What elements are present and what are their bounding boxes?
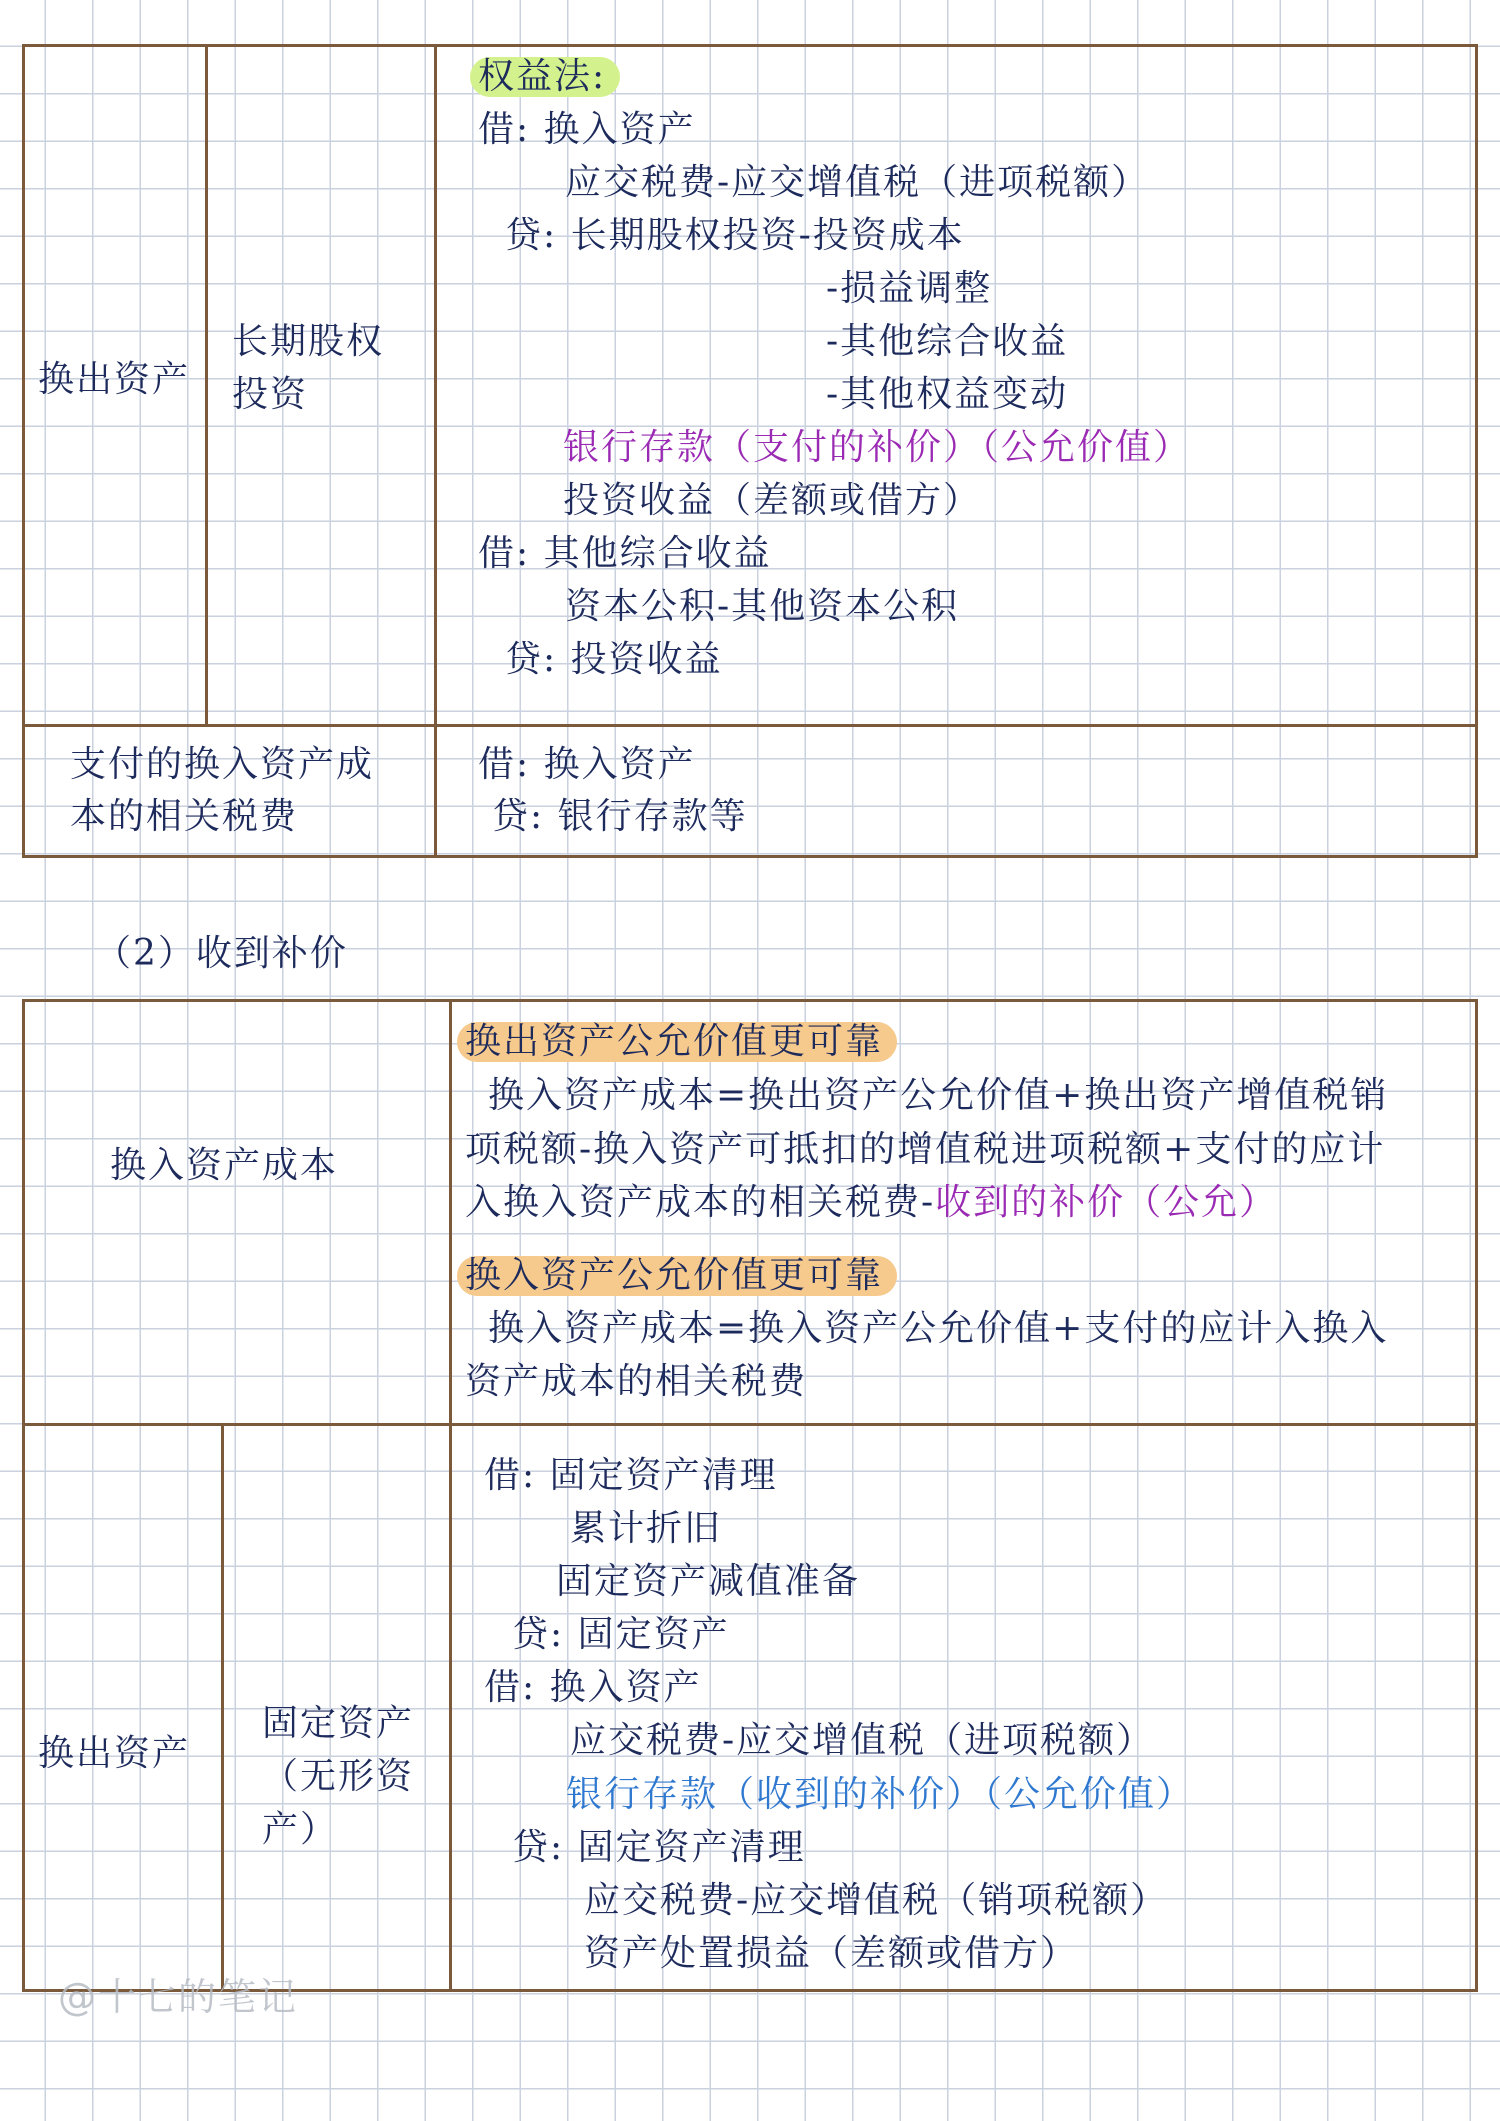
journal-line: 贷: 固定资产 [512, 1614, 730, 1655]
table1-top-border [22, 44, 1478, 47]
journal-line: 应交税费-应交增值税（进项税额） [565, 162, 1150, 203]
table1-lt-equity-label-2: 投资 [232, 374, 309, 415]
table2-left-border [22, 999, 25, 1992]
table2-fixed-asset-label-3: 产） [262, 1809, 339, 1850]
journal-line: 累计折旧 [570, 1508, 723, 1549]
table1-col-divider-2 [434, 44, 437, 858]
table1-right-border [1475, 44, 1478, 858]
table1-related-tax-label-1: 支付的换入资产成 [70, 744, 375, 785]
table2-exchange-in-cost-label: 换入资产成本 [110, 1145, 339, 1186]
formula-received-premium: 收到的补价（公允） [935, 1182, 1278, 1223]
journal-line: 固定资产减值准备 [556, 1561, 861, 1602]
formula-line: 换入资产成本=换入资产公允价值+支付的应计入换入 [488, 1308, 1389, 1349]
table1-bottom-border [22, 855, 1478, 858]
journal-line: 贷: 固定资产清理 [512, 1827, 806, 1868]
journal-line: 借: 换入资产 [478, 744, 696, 785]
journal-line: 应交税费-应交增值税（销项税额） [584, 1880, 1169, 1921]
journal-line: -其他综合收益 [826, 321, 1069, 362]
journal-line: 借: 换入资产 [484, 1667, 702, 1708]
table1-lt-equity-label-1: 长期股权 [232, 321, 385, 362]
journal-line-bank-deposit: 银行存款（收到的补价）（公允价值） [566, 1774, 1195, 1815]
table1-col-divider-1 [205, 44, 208, 727]
formula-line: 换入资产成本=换出资产公允价值+换出资产增值税销 [488, 1075, 1389, 1116]
table1-left-border [22, 44, 25, 858]
journal-line: 贷: 投资收益 [505, 639, 723, 680]
table2-fixed-asset-label-1: 固定资产 [262, 1703, 415, 1744]
case1-title: 换出资产公允价值更可靠 [457, 1022, 897, 1062]
journal-line: -其他权益变动 [826, 374, 1069, 415]
journal-line: 资产处置损益（差额或借方） [584, 1933, 1079, 1974]
journal-line: 贷: 银行存款等 [492, 796, 748, 837]
table2-mid-border [22, 1423, 1478, 1426]
journal-line: 应交税费-应交增值税（进项税额） [570, 1720, 1155, 1761]
table2-col-divider-main [449, 999, 452, 1992]
journal-line: 借: 换入资产 [478, 109, 696, 150]
formula-line: 资产成本的相关税费 [465, 1361, 808, 1402]
journal-line-bank-deposit: 银行存款（支付的补价）（公允价值） [563, 427, 1192, 468]
table2-col-divider-sub [221, 1423, 224, 1992]
journal-line: 借: 固定资产清理 [484, 1455, 778, 1496]
case2-title: 换入资产公允价值更可靠 [457, 1256, 897, 1296]
formula-line: 项税额-换入资产可抵扣的增值税进项税额+支付的应计 [465, 1129, 1386, 1170]
table2-fixed-asset-label-2: （无形资 [262, 1756, 415, 1797]
table2-exchange-out-label: 换出资产 [38, 1733, 191, 1774]
journal-line: 投资收益（差额或借方） [563, 480, 982, 521]
journal-line: -损益调整 [826, 268, 993, 309]
table1-related-tax-label-2: 本的相关税费 [70, 796, 299, 837]
watermark: @十七的笔记 [58, 1975, 299, 2019]
journal-line: 贷: 长期股权投资-投资成本 [505, 215, 965, 256]
section-heading: （2）收到补价 [95, 933, 348, 974]
table1-exchange-out-label: 换出资产 [38, 359, 191, 400]
table1-mid-border [22, 724, 1478, 727]
table2-right-border [1475, 999, 1478, 1992]
journal-line: 资本公积-其他资本公积 [565, 586, 960, 627]
journal-line: 借: 其他综合收益 [478, 533, 772, 574]
table2-top-border [22, 999, 1478, 1002]
formula-text: 入换入资产成本的相关税费- [465, 1182, 936, 1223]
formula-line [465, 1183, 1277, 1223]
equity-method-title: 权益法: [470, 57, 620, 97]
